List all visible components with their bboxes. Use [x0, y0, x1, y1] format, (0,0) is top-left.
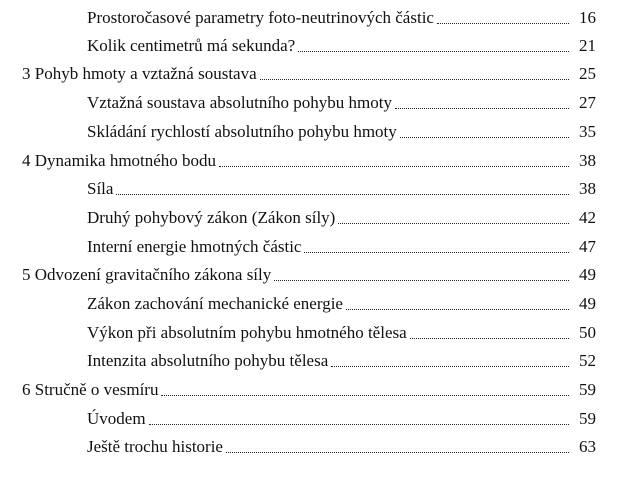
- toc-entry[interactable]: [87, 0, 596, 28]
- toc-chapter-entry[interactable]: [22, 143, 596, 171]
- dot-leader: [304, 251, 569, 253]
- toc-entry-page: 52: [579, 351, 596, 370]
- toc-entry-page: 47: [579, 237, 596, 256]
- toc-entry-page: 38: [579, 179, 596, 198]
- toc-entry-page: 50: [579, 323, 596, 342]
- toc-entry-title: Vztažná soustava absolutního pohybu hmoty: [87, 93, 393, 112]
- toc-entry-page: 59: [579, 380, 596, 399]
- dot-leader: [116, 193, 569, 195]
- toc-entry[interactable]: [87, 85, 596, 113]
- toc-entry-title: Úvodem: [87, 409, 146, 428]
- dot-leader: [274, 279, 569, 281]
- toc-entry[interactable]: [87, 28, 596, 56]
- dot-leader: [400, 136, 569, 138]
- dot-leader: [338, 222, 569, 224]
- toc-entry-page: 21: [579, 36, 596, 55]
- toc-entry[interactable]: [87, 229, 596, 257]
- dot-leader: [298, 50, 569, 52]
- toc-entry-title: Interní energie hmotných částic: [87, 237, 302, 256]
- dot-leader: [149, 423, 569, 425]
- toc-chapter-entry[interactable]: [22, 257, 596, 285]
- toc-entry[interactable]: [87, 401, 596, 429]
- dot-leader: [437, 22, 569, 24]
- toc-entry-page: 59: [579, 409, 596, 428]
- toc-entry[interactable]: [87, 429, 596, 457]
- toc-entry[interactable]: [87, 114, 596, 142]
- toc-entry-title: Prostoročasové parametry foto-neutrinových částic: [87, 8, 434, 27]
- dot-leader: [331, 365, 569, 367]
- toc-entry-page: 35: [579, 122, 596, 141]
- toc-entry-title: Síla: [87, 179, 114, 198]
- toc-entry[interactable]: [87, 171, 596, 199]
- toc-entry-page: 38: [579, 151, 596, 170]
- dot-leader: [260, 78, 569, 80]
- toc-entry[interactable]: [87, 286, 596, 314]
- toc-entry-page: 27: [579, 93, 596, 112]
- dot-leader: [161, 394, 569, 396]
- toc-entry-title: 6 Stručně o vesmíru: [22, 380, 159, 399]
- toc-entry-title: Skládání rychlostí absolutního pohybu hmoty: [87, 122, 397, 141]
- dot-leader: [395, 107, 569, 109]
- toc-chapter-entry[interactable]: [22, 372, 596, 400]
- toc-chapter-entry[interactable]: [22, 56, 596, 84]
- toc-entry-title: 3 Pohyb hmoty a vztažná soustava: [22, 64, 257, 83]
- toc-entry[interactable]: [87, 200, 596, 228]
- toc-entry-title: Ještě trochu historie: [87, 437, 223, 456]
- toc-entry-title: Druhý pohybový zákon (Zákon síly): [87, 208, 336, 227]
- toc-entry-page: 25: [579, 64, 596, 83]
- toc-entry-page: 42: [579, 208, 596, 227]
- toc-entry-page: 49: [579, 265, 596, 284]
- toc-entry-title: Kolik centimetrů má sekunda?: [87, 36, 296, 55]
- toc-entry-title: Zákon zachování mechanické energie: [87, 294, 343, 313]
- dot-leader: [219, 165, 569, 167]
- toc-entry-title: Intenzita absolutního pohybu tělesa: [87, 351, 329, 370]
- toc-entry-page: 16: [579, 8, 596, 27]
- toc-entry-page: 63: [579, 437, 596, 456]
- dot-leader: [410, 337, 569, 339]
- toc-entry-title: Výkon při absolutním pohybu hmotného tělesa: [87, 323, 407, 342]
- dot-leader: [346, 308, 569, 310]
- toc-entry[interactable]: [87, 343, 596, 371]
- dot-leader: [226, 451, 569, 453]
- toc-entry[interactable]: [87, 315, 596, 343]
- toc-entry-page: 49: [579, 294, 596, 313]
- toc-entry-title: 4 Dynamika hmotného bodu: [22, 151, 217, 170]
- toc-entry-title: 5 Odvození gravitačního zákona síly: [22, 265, 272, 284]
